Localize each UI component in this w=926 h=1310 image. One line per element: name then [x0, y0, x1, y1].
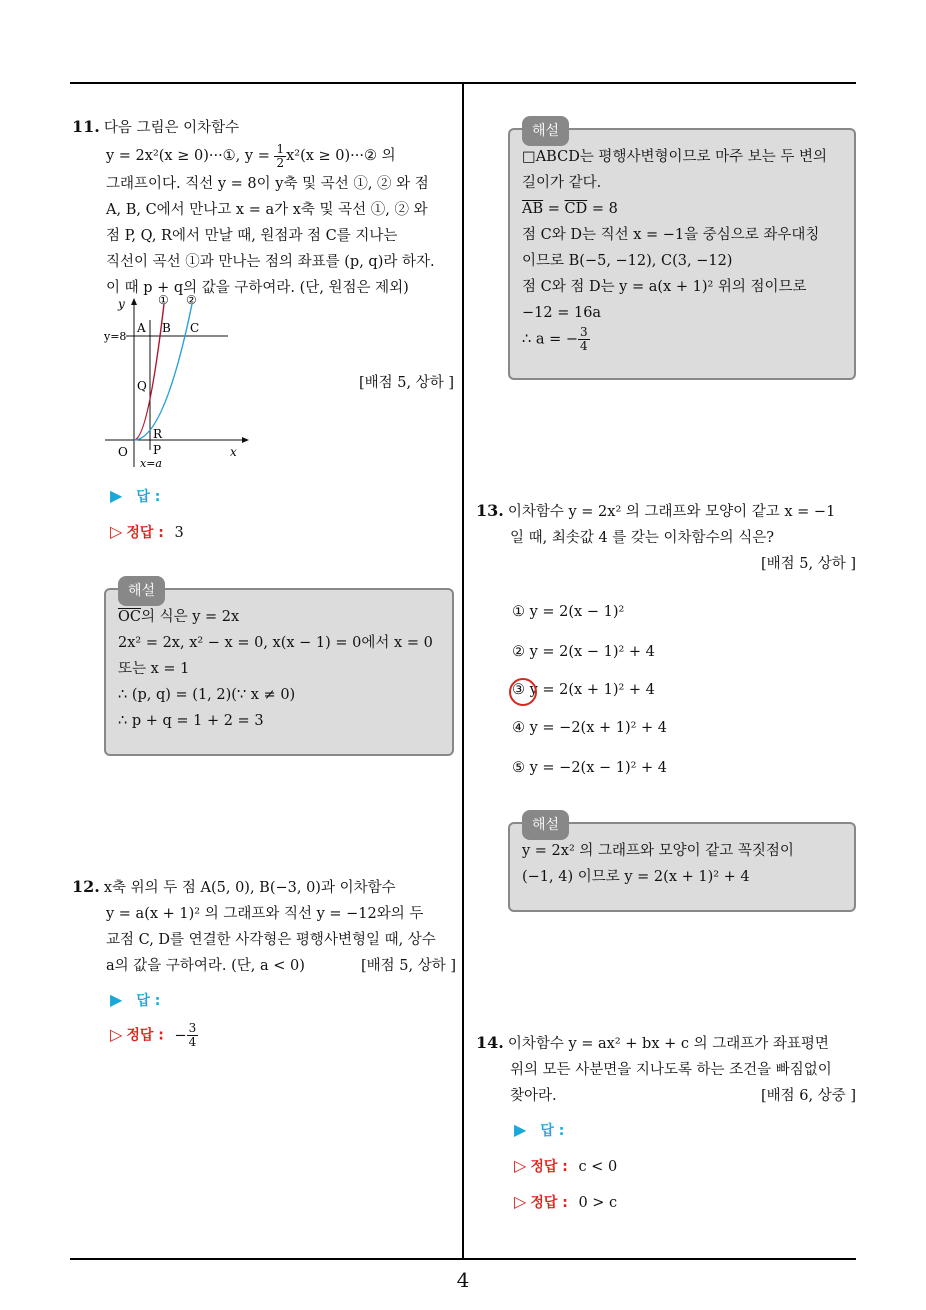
- answer-row: [514, 1120, 564, 1140]
- correct-row: [514, 1192, 617, 1212]
- curve2-label: ②: [186, 293, 197, 307]
- correct-row: [110, 522, 184, 542]
- solution-box-11: [104, 583, 454, 756]
- point-a-label: A: [137, 321, 146, 335]
- solution-tag: 해설: [118, 576, 165, 606]
- point-q-label: Q: [137, 379, 147, 393]
- solution-line: □ABCD는 평행사변형이므로 마주 보는 두 변의: [522, 149, 827, 165]
- y-label: y: [118, 297, 125, 311]
- solution-box-12: [508, 123, 856, 380]
- question-text: 교점 C, D를 연결한 사각형은 평행사변형일 때, 상수: [106, 932, 436, 948]
- question-11: [72, 114, 456, 301]
- correct-label: 정답 :: [530, 1159, 568, 1175]
- correct-label: 정답 :: [126, 525, 164, 541]
- correct-value: − $\frac{3}{4}$: [174, 1021, 197, 1049]
- triangle-outline-icon: ▷: [110, 522, 123, 541]
- column-divider: [462, 83, 464, 1259]
- solution-line: ∴ a = − $\frac{3}{4}$: [522, 325, 588, 353]
- question-text: 직선이 곡선 ①과 만나는 점의 좌표를 (p, q)라 하자.: [106, 254, 435, 270]
- question-text: y = a(x + 1)² 의 그래프와 직선 y = −12와의 두: [106, 906, 424, 922]
- x-axis-arrow: [242, 437, 249, 443]
- choice-1[interactable]: ① y = 2(x − 1)²: [512, 604, 625, 620]
- question-text: a의 값을 구하여라. (단, a < 0) [배점 5, 상하 ]: [72, 953, 456, 979]
- solution-tag: 해설: [522, 810, 569, 840]
- question-13: [476, 498, 856, 577]
- solution-line: −12 = 16a: [522, 305, 602, 321]
- solution-line: 점 C와 점 D는 y = a(x + 1)² 위의 점이므로: [522, 279, 807, 295]
- point-p-label: P: [153, 443, 162, 457]
- question-14: [476, 1030, 856, 1109]
- score-meta: [배점 6, 상중 ]: [760, 1088, 856, 1104]
- solution-line: 또는 x = 1: [118, 661, 190, 677]
- score-meta: [배점 5, 상하 ]: [760, 556, 856, 572]
- question-text: 점 P, Q, R에서 만날 때, 원점과 점 C를 지나는: [106, 228, 398, 244]
- curve1-label: ①: [158, 293, 169, 307]
- question-text: 다음 그림은 이차함수: [103, 120, 240, 136]
- question-number: 12.: [72, 877, 100, 896]
- triangle-icon: ▶: [110, 990, 123, 1009]
- solution-line: $\overline{AB} = \overline{CD} = 8$: [522, 201, 618, 217]
- solution-line: 길이가 같다.: [522, 175, 602, 191]
- point-b-label: B: [162, 321, 171, 335]
- choice-5[interactable]: ⑤ y = −2(x − 1)² + 4: [512, 760, 668, 776]
- parabola-graph: [100, 292, 260, 472]
- correct-value: 0 > c: [578, 1195, 618, 1211]
- question-12: [72, 874, 456, 979]
- solution-line: 이므로 B(−5, −12), C(3, −12): [522, 253, 733, 269]
- solution-line: $\overline{OC}$의 식은 y = 2x: [118, 609, 240, 625]
- question-text: 찾아라. [배점 6, 상중 ]: [476, 1083, 856, 1109]
- question-text: 그래프이다. 직선 y = 8이 y축 및 곡선 ①, ② 와 점: [106, 176, 429, 192]
- correct-label: 정답 :: [126, 1027, 164, 1044]
- question-text: 이차함수 y = 2x² 의 그래프와 모양이 같고 x = −1: [507, 504, 836, 520]
- correct-row: [110, 1022, 198, 1049]
- page-number: 4: [456, 1268, 470, 1292]
- solution-line: (−1, 4) 이므로 y = 2(x + 1)² + 4: [522, 869, 750, 885]
- solution-line: 2x² = 2x, x² − x = 0, x(x − 1) = 0에서 x = 0: [118, 635, 433, 651]
- question-text: 일 때, 최솟값 4 를 갖는 이차함수의 식은?: [510, 530, 774, 546]
- question-number: 14.: [476, 1033, 504, 1052]
- point-c-label: C: [190, 321, 200, 335]
- answer-label: 답 :: [136, 489, 161, 505]
- correct-value: c < 0: [578, 1159, 618, 1175]
- answer-label: 답 :: [136, 993, 161, 1009]
- x-label: x: [230, 445, 237, 459]
- solution-box-13: [508, 817, 856, 912]
- x-a-label: x=a: [140, 457, 162, 470]
- question-text: x축 위의 두 점 A(5, 0), B(−3, 0)과 이차함수: [103, 880, 396, 896]
- bottom-rule: [70, 1258, 856, 1260]
- y-axis-arrow: [131, 298, 137, 305]
- y8-label: y=8: [104, 330, 127, 343]
- triangle-outline-icon: ▷: [514, 1192, 527, 1211]
- score-meta: [배점 5, 상하 ]: [358, 375, 454, 391]
- choice-2[interactable]: ② y = 2(x − 1)² + 4: [512, 644, 655, 660]
- question-text: A, B, C에서 만나고 x = a가 x축 및 곡선 ①, ② 와: [106, 202, 428, 218]
- correct-row: [514, 1156, 617, 1176]
- solution-line: ∴ (p, q) = (1, 2)(∵ x ≠ 0): [118, 687, 296, 703]
- origin-label: O: [118, 445, 128, 459]
- choice-4[interactable]: ④ y = −2(x + 1)² + 4: [512, 720, 668, 736]
- choice-3[interactable]: ③ y = 2(x + 1)² + 4: [512, 682, 655, 698]
- solution-tag: 해설: [522, 116, 569, 146]
- score-meta: [배점 5, 상하 ]: [360, 958, 456, 974]
- correct-value: 3: [174, 525, 184, 541]
- triangle-icon: ▶: [514, 1120, 527, 1139]
- question-text: 이차함수 y = ax² + bx + c 의 그래프가 좌표평면: [507, 1036, 829, 1052]
- question-text: y = 2x²(x ≥ 0)···①, y = $\frac{1}{2}$ x²(x ≥ 0)···② 의: [106, 141, 396, 170]
- selected-mark: [509, 678, 537, 706]
- correct-label: 정답 :: [530, 1195, 568, 1211]
- question-text: 이 때 p + q의 값을 구하여라. (단, 원점은 제외): [106, 280, 409, 296]
- triangle-outline-icon: ▷: [514, 1156, 527, 1175]
- triangle-icon: ▶: [110, 486, 123, 505]
- triangle-outline-icon: ▷: [110, 1024, 123, 1044]
- answer-row: [110, 486, 160, 506]
- answer-row: [110, 990, 160, 1010]
- solution-line: 점 C와 D는 직선 x = −1을 중심으로 좌우대칭: [522, 227, 820, 243]
- solution-line: ∴ p + q = 1 + 2 = 3: [118, 713, 264, 729]
- question-number: 13.: [476, 501, 504, 520]
- solution-line: y = 2x² 의 그래프와 모양이 같고 꼭짓점이: [522, 843, 794, 859]
- question-text: 위의 모든 사분면을 지나도록 하는 조건을 빠짐없이: [510, 1062, 832, 1078]
- answer-label: 답 :: [540, 1123, 565, 1139]
- question-number: 11.: [72, 117, 100, 136]
- point-r-label: R: [153, 427, 163, 441]
